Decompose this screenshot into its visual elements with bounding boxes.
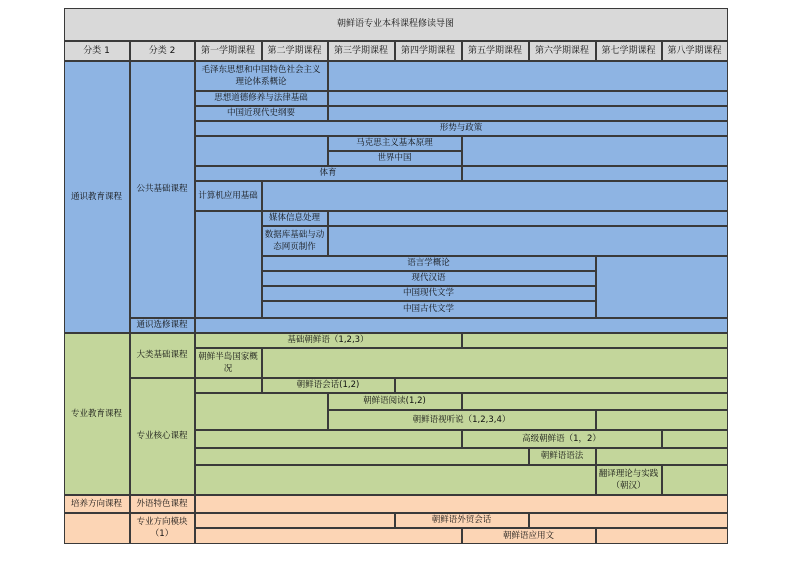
- header-semester-2: 第二学期课程: [262, 41, 328, 61]
- course-basic-korean: 基础朝鲜语（1,2,3）: [195, 333, 462, 348]
- header-semester-7: 第七学期课程: [596, 41, 662, 61]
- empty-cell: [529, 513, 728, 528]
- empty-cell: [195, 448, 529, 465]
- empty-cell: [462, 333, 728, 348]
- empty-cell: [395, 378, 728, 393]
- course-peninsula-overview: 朝鲜半岛国家概况: [195, 348, 262, 378]
- category-feature: 外语特色课程: [130, 495, 195, 513]
- empty-cell: [328, 226, 728, 256]
- header-semester-6: 第六学期课程: [529, 41, 596, 61]
- category-general-elective: 通识选修课程: [130, 318, 195, 333]
- course-conversation: 朝鲜语会话(1,2): [262, 378, 395, 393]
- header-category-2: 分类 2: [130, 41, 195, 61]
- empty-cell: [328, 106, 728, 121]
- course-linguistics: 语言学概论: [262, 256, 596, 271]
- empty-cell: [262, 348, 728, 378]
- course-listening: 朝鲜语视听说（1,2,3,4）: [328, 410, 596, 430]
- empty-cell: [662, 465, 728, 495]
- header-semester-4: 第四学期课程: [395, 41, 462, 61]
- empty-cell: [462, 166, 728, 181]
- empty-cell: [195, 136, 328, 166]
- empty-cell: [662, 430, 728, 448]
- course-media-processing: 媒体信息处理: [262, 211, 328, 226]
- empty-cell: [195, 528, 462, 544]
- empty-cell: [195, 495, 728, 513]
- course-modern-history: 中国近现代史纲要: [195, 106, 328, 121]
- empty-cell: [596, 448, 728, 465]
- empty-cell: [262, 181, 728, 211]
- empty-cell: [195, 318, 728, 333]
- page-title: 朝鲜语专业本科课程修读导图: [64, 8, 728, 41]
- course-ancient-literature: 中国古代文学: [262, 301, 596, 318]
- course-computer-basics: 计算机应用基础: [195, 181, 262, 211]
- empty-cell: [195, 378, 262, 393]
- empty-cell: [462, 393, 728, 410]
- course-marxism: 马克思主义基本原理: [328, 136, 462, 151]
- category-module: 专业方向模块（1）: [130, 513, 195, 544]
- header-category-1: 分类 1: [64, 41, 130, 61]
- course-modern-literature: 中国现代文学: [262, 286, 596, 301]
- empty-cell: [596, 410, 728, 430]
- category-professional-education: 专业教育课程: [64, 333, 130, 495]
- course-modern-chinese: 现代汉语: [262, 271, 596, 286]
- header-semester-1: 第一学期课程: [195, 41, 262, 61]
- empty-cell: [195, 393, 328, 430]
- category-core: 专业核心课程: [130, 378, 195, 495]
- course-translation: 翻译理论与实践（朝汉）: [596, 465, 662, 495]
- category-public-basic: 公共基础课程: [130, 61, 195, 318]
- empty-cell: [596, 528, 728, 544]
- empty-cell: [195, 465, 596, 495]
- header-semester-8: 第八学期课程: [662, 41, 728, 61]
- course-pe: 体育: [195, 166, 462, 181]
- category-direction: 培养方向课程: [64, 495, 130, 513]
- empty-cell: [64, 513, 130, 544]
- header-semester-5: 第五学期课程: [462, 41, 529, 61]
- empty-cell: [195, 430, 462, 448]
- empty-cell: [195, 513, 395, 528]
- course-trade-conversation: 朝鲜语外贸会话: [395, 513, 529, 528]
- course-reading: 朝鲜语阅读(1,2): [328, 393, 462, 410]
- course-mao-theory: 毛泽东思想和中国特色社会主义理论体系概论: [195, 61, 328, 91]
- header-semester-3: 第三学期课程: [328, 41, 395, 61]
- category-broad-basic: 大类基础课程: [130, 333, 195, 378]
- empty-cell: [195, 211, 262, 318]
- course-grammar: 朝鲜语语法: [529, 448, 596, 465]
- category-general-education: 通识教育课程: [64, 61, 130, 333]
- course-database-web: 数据库基础与动态网页制作: [262, 226, 328, 256]
- empty-cell: [462, 136, 728, 166]
- empty-cell: [328, 211, 728, 226]
- course-map-table: [64, 8, 728, 544]
- empty-cell: [328, 61, 728, 91]
- empty-cell: [596, 256, 728, 318]
- course-morality-law: 思想道德修养与法律基础: [195, 91, 328, 106]
- course-situation-policy: 形势与政策: [195, 121, 728, 136]
- course-world-china: 世界中国: [328, 151, 462, 166]
- empty-cell: [328, 91, 728, 106]
- course-advanced-korean: 高级朝鲜语（1，2）: [462, 430, 662, 448]
- course-applied-writing: 朝鲜语应用文: [462, 528, 596, 544]
